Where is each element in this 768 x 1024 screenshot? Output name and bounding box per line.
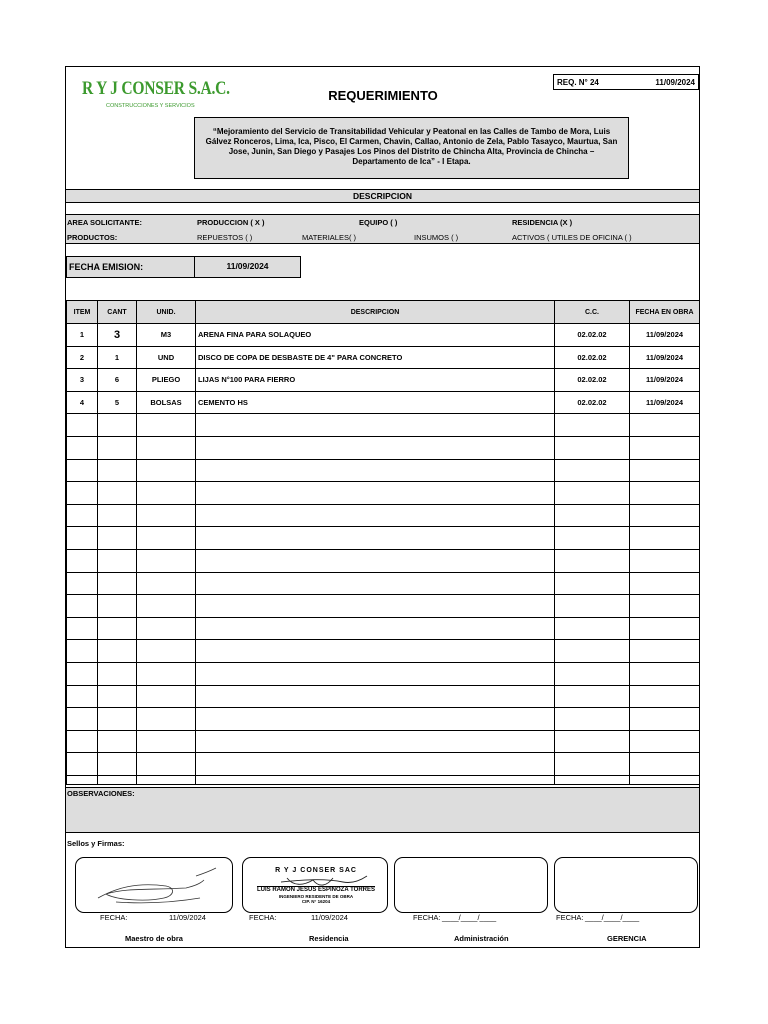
cell-unid bbox=[137, 595, 196, 618]
table-row bbox=[67, 662, 700, 685]
cell-cant bbox=[98, 640, 137, 663]
table-row bbox=[67, 595, 700, 618]
handwritten-signature-maestro bbox=[76, 858, 234, 914]
observaciones-section bbox=[66, 787, 699, 833]
section-title: DESCRIPCION bbox=[66, 189, 699, 203]
header-unid: UNID. bbox=[137, 301, 196, 324]
cell-unid: BOLSAS bbox=[137, 391, 196, 414]
cell-fecha-obra bbox=[630, 549, 700, 572]
cell-cc: 02.02.02 bbox=[555, 369, 630, 392]
cell-descripcion bbox=[196, 459, 555, 482]
role-residencia: Residencia bbox=[309, 934, 349, 943]
cell-item bbox=[67, 459, 98, 482]
cell-item bbox=[67, 662, 98, 685]
cell-cc bbox=[555, 436, 630, 459]
cell-fecha-obra bbox=[630, 775, 700, 784]
cell-unid: PLIEGO bbox=[137, 369, 196, 392]
company-logo-subtitle: CONSTRUCCIONES Y SERVICIOS bbox=[106, 103, 195, 109]
option-repuestos: REPUESTOS ( ) bbox=[197, 233, 253, 242]
table-row bbox=[67, 482, 700, 505]
cell-unid: UND bbox=[137, 346, 196, 369]
cell-cant bbox=[98, 730, 137, 753]
cell-item bbox=[67, 482, 98, 505]
cell-item bbox=[67, 527, 98, 550]
cell-cant bbox=[98, 482, 137, 505]
fecha-label-maestro: FECHA: bbox=[100, 913, 128, 922]
header-item: ITEM bbox=[67, 301, 98, 324]
role-administracion: Administración bbox=[454, 934, 509, 943]
cell-cant: 6 bbox=[98, 369, 137, 392]
cell-cc bbox=[555, 685, 630, 708]
fecha-label-gerencia: FECHA: bbox=[556, 913, 584, 922]
cell-unid: M3 bbox=[137, 324, 196, 347]
cell-cant bbox=[98, 595, 137, 618]
table-row bbox=[67, 617, 700, 640]
cell-item bbox=[67, 708, 98, 731]
stamp-name: LUIS RAMON JESUS ESPINOZA TORRES bbox=[256, 887, 376, 893]
cell-fecha-obra bbox=[630, 572, 700, 595]
table-row bbox=[67, 708, 700, 731]
cell-descripcion bbox=[196, 685, 555, 708]
option-produccion: PRODUCCION ( X ) bbox=[197, 218, 265, 227]
cell-cc bbox=[555, 527, 630, 550]
cell-cant bbox=[98, 685, 137, 708]
items-table bbox=[66, 300, 700, 785]
cell-unid bbox=[137, 730, 196, 753]
cell-fecha-obra bbox=[630, 753, 700, 776]
cell-unid bbox=[137, 685, 196, 708]
cell-fecha-obra: 11/09/2024 bbox=[630, 369, 700, 392]
cell-unid bbox=[137, 459, 196, 482]
signature-box-gerencia bbox=[554, 857, 698, 913]
signature-box-maestro bbox=[75, 857, 233, 913]
cell-item: 1 bbox=[67, 324, 98, 347]
cell-cant: 3 bbox=[98, 324, 137, 347]
cell-item bbox=[67, 640, 98, 663]
request-info-block bbox=[66, 214, 699, 244]
cell-fecha-obra bbox=[630, 482, 700, 505]
cell-fecha-obra bbox=[630, 504, 700, 527]
fecha-value-gerencia: ____/____/____ bbox=[585, 913, 640, 922]
cell-item bbox=[67, 775, 98, 784]
role-maestro: Maestro de obra bbox=[125, 934, 183, 943]
signature-box-residencia bbox=[242, 857, 388, 913]
table-row bbox=[67, 527, 700, 550]
cell-cc bbox=[555, 708, 630, 731]
header-cc: C.C. bbox=[555, 301, 630, 324]
cell-cc bbox=[555, 753, 630, 776]
header-cant: CANT bbox=[98, 301, 137, 324]
request-number: REQ. N° 24 bbox=[557, 77, 599, 87]
cell-item bbox=[67, 730, 98, 753]
table-row bbox=[67, 414, 700, 437]
cell-unid bbox=[137, 504, 196, 527]
cell-item bbox=[67, 414, 98, 437]
cell-cc bbox=[555, 595, 630, 618]
cell-unid bbox=[137, 775, 196, 784]
cell-item bbox=[67, 685, 98, 708]
request-date: 11/09/2024 bbox=[655, 77, 695, 87]
table-row bbox=[67, 459, 700, 482]
table-row bbox=[67, 504, 700, 527]
header-descripcion: DESCRIPCION bbox=[196, 301, 555, 324]
sellos-label: Sellos y Firmas: bbox=[67, 839, 125, 848]
cell-cc bbox=[555, 640, 630, 663]
option-materiales: MATERIALES( ) bbox=[302, 233, 357, 242]
cell-item: 4 bbox=[67, 391, 98, 414]
table-row bbox=[67, 549, 700, 572]
cell-unid bbox=[137, 617, 196, 640]
cell-descripcion bbox=[196, 662, 555, 685]
cell-descripcion bbox=[196, 572, 555, 595]
cell-unid bbox=[137, 662, 196, 685]
table-row bbox=[67, 685, 700, 708]
cell-cant bbox=[98, 572, 137, 595]
cell-cc bbox=[555, 504, 630, 527]
cell-cc: 02.02.02 bbox=[555, 346, 630, 369]
cell-descripcion: CEMENTO HS bbox=[196, 391, 555, 414]
cell-unid bbox=[137, 482, 196, 505]
cell-fecha-obra bbox=[630, 617, 700, 640]
cell-descripcion: ARENA FINA PARA SOLAQUEO bbox=[196, 324, 555, 347]
cell-fecha-obra bbox=[630, 459, 700, 482]
cell-item bbox=[67, 753, 98, 776]
cell-fecha-obra bbox=[630, 527, 700, 550]
cell-item bbox=[67, 549, 98, 572]
table-row bbox=[67, 324, 700, 347]
fecha-label-residencia: FECHA: bbox=[249, 913, 277, 922]
table-row bbox=[67, 369, 700, 392]
cell-descripcion bbox=[196, 753, 555, 776]
cell-cant bbox=[98, 662, 137, 685]
cell-cc: 02.02.02 bbox=[555, 391, 630, 414]
cell-cant bbox=[98, 459, 137, 482]
cell-descripcion bbox=[196, 527, 555, 550]
table-row bbox=[67, 730, 700, 753]
productos-label: PRODUCTOS: bbox=[67, 233, 118, 242]
stamp-company: R Y J CONSER SAC bbox=[275, 867, 357, 874]
signature-box-administracion bbox=[394, 857, 548, 913]
cell-fecha-obra: 11/09/2024 bbox=[630, 391, 700, 414]
cell-cc bbox=[555, 730, 630, 753]
cell-item bbox=[67, 572, 98, 595]
cell-descripcion bbox=[196, 617, 555, 640]
option-residencia: RESIDENCIA (X ) bbox=[512, 218, 573, 227]
cell-cant bbox=[98, 753, 137, 776]
table-row bbox=[67, 346, 700, 369]
table-row bbox=[67, 640, 700, 663]
cell-cant bbox=[98, 436, 137, 459]
cell-unid bbox=[137, 640, 196, 663]
fecha-value-administracion: ____/____/____ bbox=[442, 913, 497, 922]
table-row bbox=[67, 572, 700, 595]
cell-descripcion bbox=[196, 775, 555, 784]
cell-cant bbox=[98, 527, 137, 550]
cell-cc bbox=[555, 775, 630, 784]
cell-descripcion bbox=[196, 436, 555, 459]
cell-descripcion bbox=[196, 595, 555, 618]
option-activos: ACTIVOS ( UTILES DE OFICINA ( ) bbox=[512, 233, 632, 242]
table-header-row bbox=[67, 301, 700, 324]
company-logo: R Y J CONSER S.A.C. bbox=[82, 78, 230, 99]
cell-cc bbox=[555, 414, 630, 437]
cell-item bbox=[67, 504, 98, 527]
cell-fecha-obra: 11/09/2024 bbox=[630, 324, 700, 347]
header-fecha-obra: FECHA EN OBRA bbox=[630, 301, 700, 324]
cell-cc bbox=[555, 617, 630, 640]
cell-descripcion bbox=[196, 549, 555, 572]
fecha-value-residencia: 11/09/2024 bbox=[311, 913, 348, 922]
cell-cc bbox=[555, 549, 630, 572]
option-insumos: INSUMOS ( ) bbox=[414, 233, 459, 242]
option-equipo: EQUIPO ( ) bbox=[359, 218, 398, 227]
cell-item bbox=[67, 595, 98, 618]
cell-fecha-obra bbox=[630, 662, 700, 685]
role-gerencia: GERENCIA bbox=[607, 934, 647, 943]
cell-fecha-obra bbox=[630, 685, 700, 708]
cell-fecha-obra bbox=[630, 595, 700, 618]
table-row bbox=[67, 391, 700, 414]
cell-fecha-obra bbox=[630, 730, 700, 753]
cell-fecha-obra: 11/09/2024 bbox=[630, 346, 700, 369]
cell-item: 3 bbox=[67, 369, 98, 392]
project-description: “Mejoramiento del Servicio de Transitabilidad Vehicular y Peatonal en las Calles de Tambo de Mora, Luis Gálvez Ronceros, Lima, Ica, Pisco, El Carmen, Chavin, Callao, Antonio de Zela, Pablo Tasayco, Maurtua, San Jose, Junin, San Diego y Pasajes Los Pinos del Distrito de Chincha Alta, Provincia de Chincha – Departamento de Ica” - I Etapa. bbox=[194, 117, 629, 179]
cell-cc bbox=[555, 662, 630, 685]
page-title: REQUERIMIENTO bbox=[328, 88, 438, 103]
cell-fecha-obra bbox=[630, 414, 700, 437]
cell-fecha-obra bbox=[630, 640, 700, 663]
cell-fecha-obra bbox=[630, 436, 700, 459]
cell-unid bbox=[137, 549, 196, 572]
cell-cant bbox=[98, 549, 137, 572]
cell-item bbox=[67, 617, 98, 640]
cell-descripcion bbox=[196, 640, 555, 663]
cell-unid bbox=[137, 527, 196, 550]
cell-unid bbox=[137, 572, 196, 595]
cell-descripcion: LIJAS N°100 PARA FIERRO bbox=[196, 369, 555, 392]
cell-descripcion bbox=[196, 504, 555, 527]
cell-cant: 1 bbox=[98, 346, 137, 369]
cell-cant bbox=[98, 414, 137, 437]
cell-cant bbox=[98, 504, 137, 527]
table-row bbox=[67, 775, 700, 784]
cell-fecha-obra bbox=[630, 708, 700, 731]
handwritten-signature-residencia bbox=[243, 858, 389, 914]
observaciones-label: OBSERVACIONES: bbox=[67, 789, 135, 798]
cell-cant bbox=[98, 708, 137, 731]
cell-descripcion bbox=[196, 730, 555, 753]
cell-item: 2 bbox=[67, 346, 98, 369]
cell-descripcion bbox=[196, 482, 555, 505]
stamp-title: INGENIERO RESIDENTE DE OBRA bbox=[278, 894, 354, 899]
cell-cant bbox=[98, 775, 137, 784]
request-number-box bbox=[553, 74, 699, 90]
cell-unid bbox=[137, 414, 196, 437]
cell-item bbox=[67, 436, 98, 459]
table-row bbox=[67, 753, 700, 776]
cell-unid bbox=[137, 753, 196, 776]
cell-cant: 5 bbox=[98, 391, 137, 414]
area-solicitante-label: AREA SOLICITANTE: bbox=[67, 218, 142, 227]
fecha-emision-label: FECHA EMISION: bbox=[66, 256, 194, 278]
fecha-emision-value: 11/09/2024 bbox=[194, 256, 301, 278]
stamp-cip: CIP. N° 16204 bbox=[301, 899, 331, 904]
cell-cc bbox=[555, 459, 630, 482]
cell-cc: 02.02.02 bbox=[555, 324, 630, 347]
cell-cc bbox=[555, 482, 630, 505]
cell-unid bbox=[137, 708, 196, 731]
fecha-value-maestro: 11/09/2024 bbox=[169, 913, 206, 922]
cell-descripcion bbox=[196, 708, 555, 731]
table-row bbox=[67, 436, 700, 459]
cell-cc bbox=[555, 572, 630, 595]
fecha-label-administracion: FECHA: bbox=[413, 913, 441, 922]
cell-descripcion: DISCO DE COPA DE DESBASTE DE 4" PARA CONCRETO bbox=[196, 346, 555, 369]
cell-descripcion bbox=[196, 414, 555, 437]
cell-unid bbox=[137, 436, 196, 459]
cell-cant bbox=[98, 617, 137, 640]
